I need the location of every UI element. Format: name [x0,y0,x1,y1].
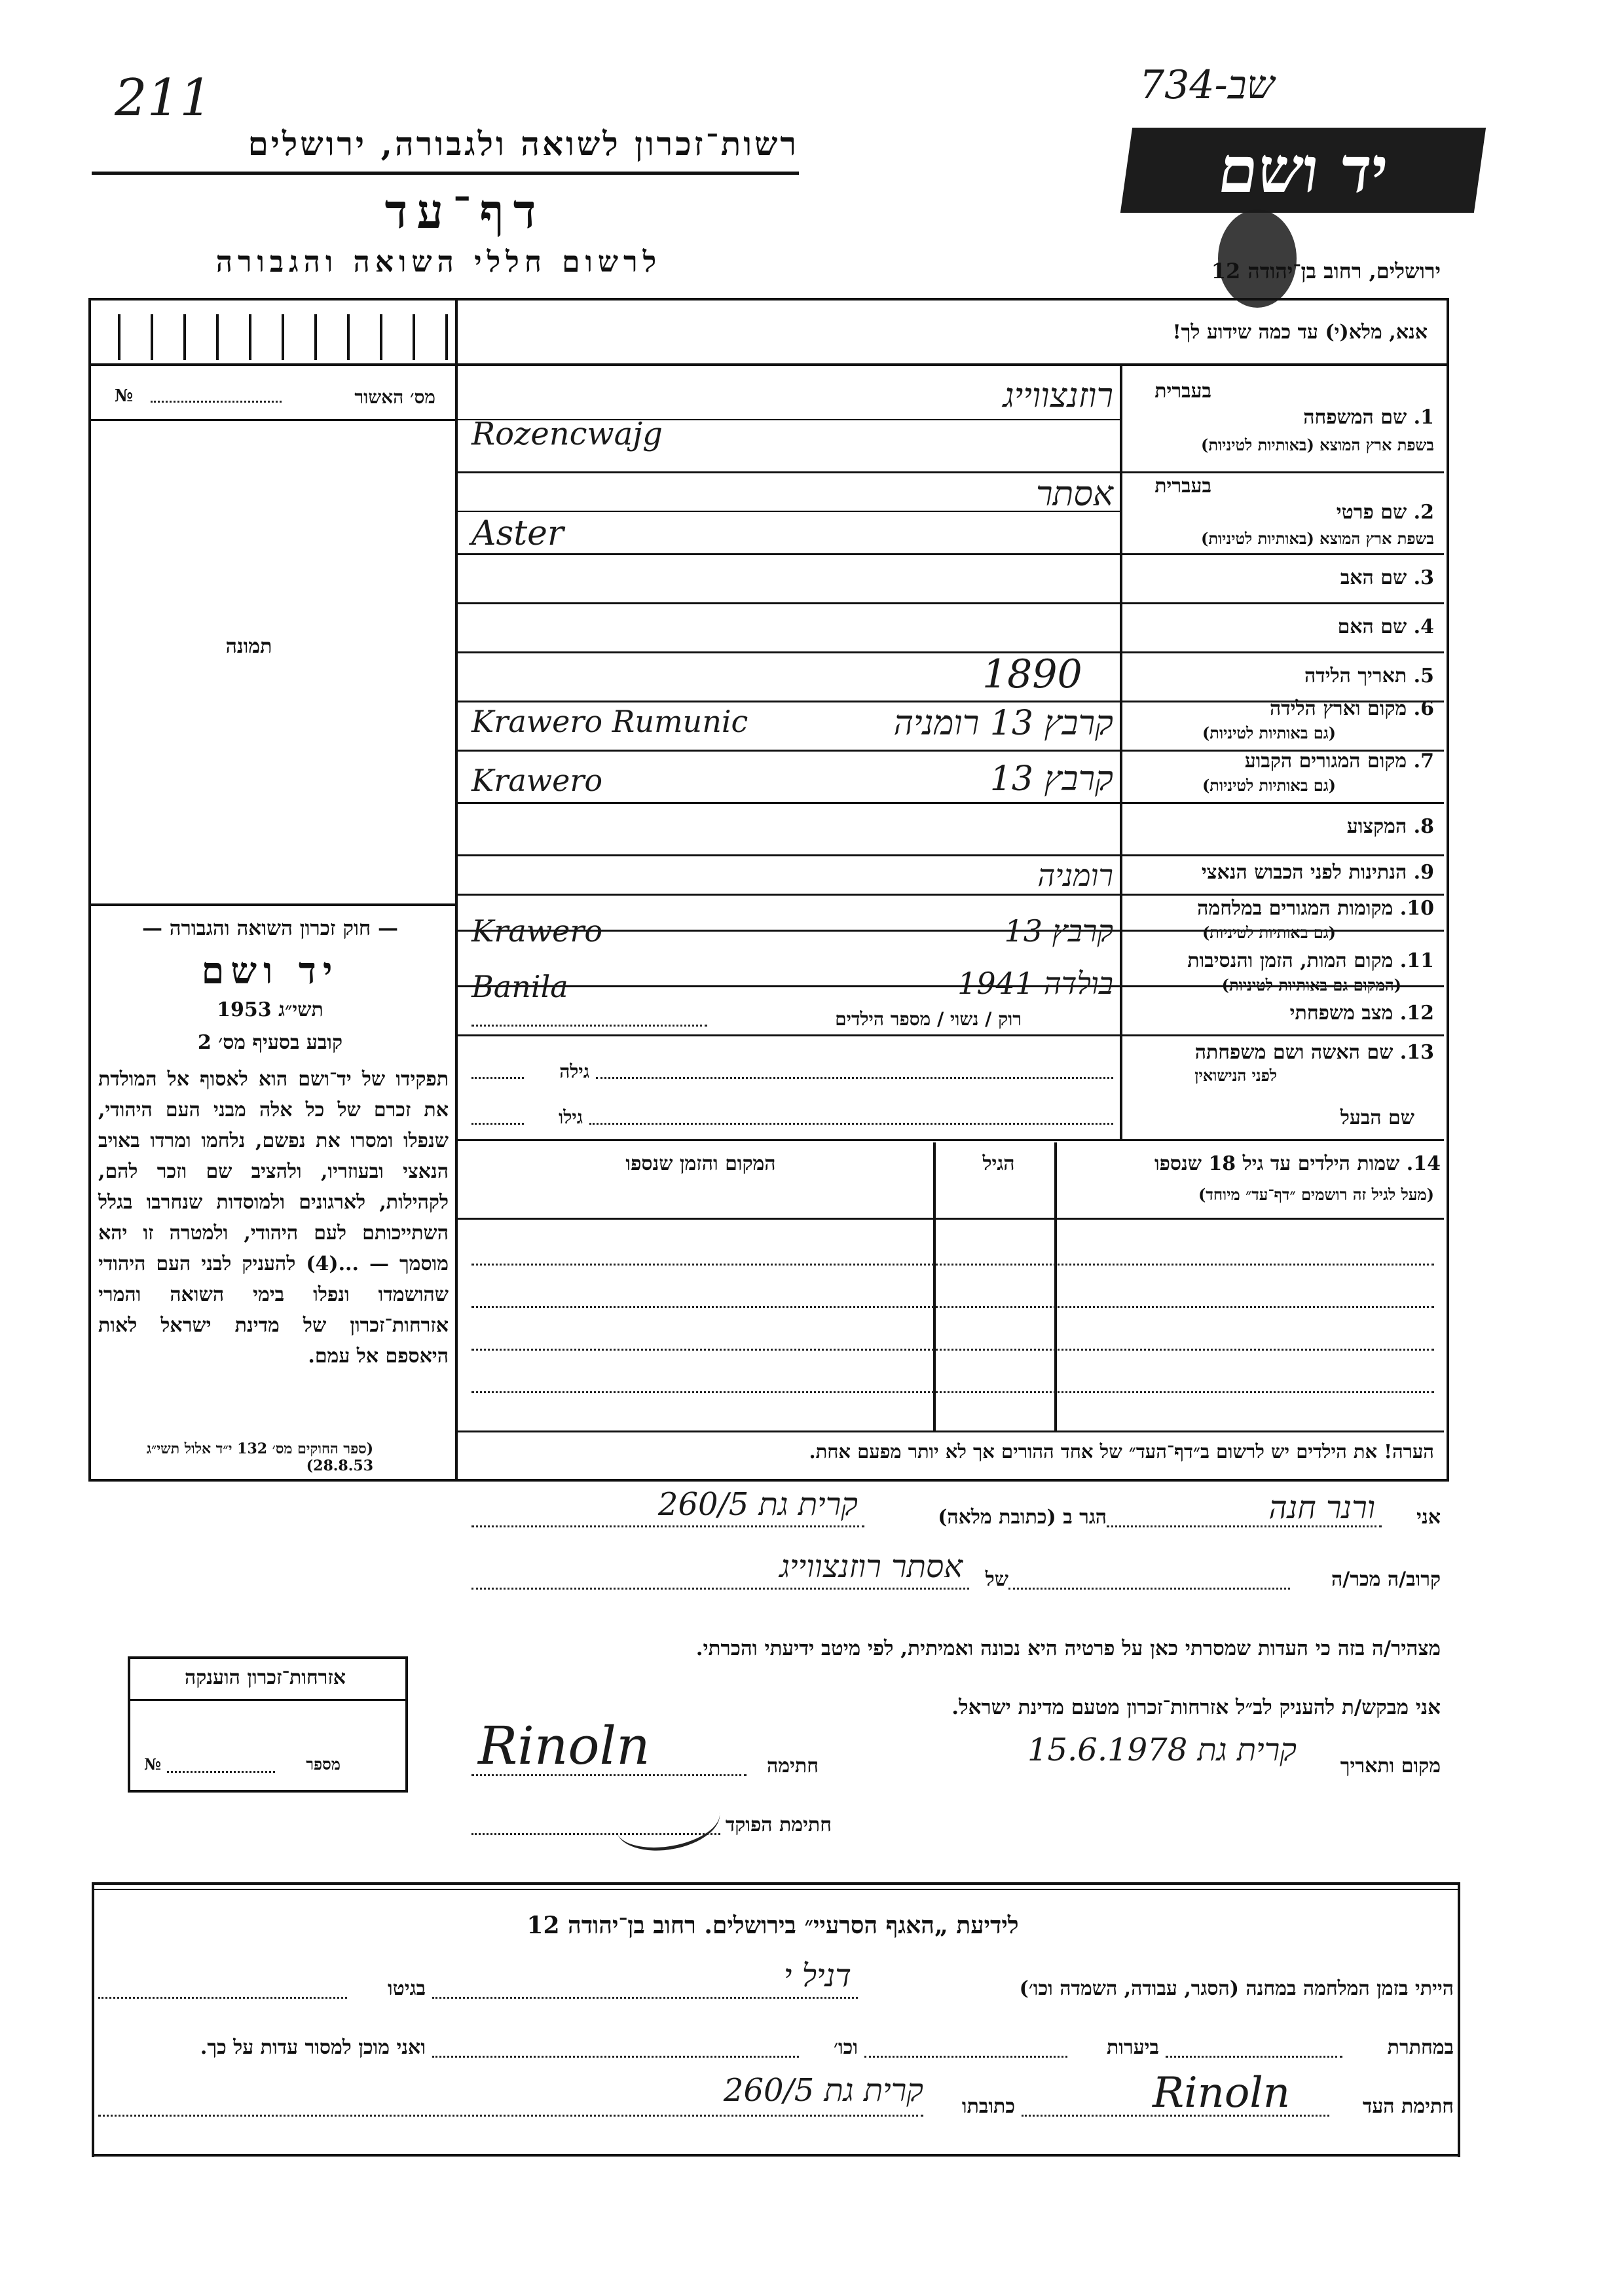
decl-i-label: אני [1416,1506,1441,1529]
husband-label: שם הבעל [1340,1106,1414,1129]
children-bottom [456,1430,1444,1432]
bottom-frame-left [92,1882,94,2157]
decl-of-dots [471,1588,969,1590]
yad-vashem-logo [1120,128,1486,213]
field-2-value-lat[interactable]: Aster [471,514,564,553]
citizenship-number-label: מספר [306,1755,341,1774]
top-strip-bottom [88,363,1447,366]
field-4-label: 4. שם האם [1337,615,1434,638]
row-sep [456,651,1444,653]
field-2-heb-tag: בעברית [1154,475,1211,498]
children-row[interactable] [471,1306,1434,1308]
decl-signature-value[interactable]: Rinoln [478,1715,650,1776]
field-1-value-heb[interactable]: רוזנצווייג [1003,376,1113,416]
field-9-label: 9. הנתינות לפני הכבוש הנאצי [1201,861,1434,884]
husband-name-field[interactable] [589,1123,1113,1125]
bottom-frame-bottom [92,2154,1460,2157]
field-11-value-heb[interactable]: בולדה 1941 [957,966,1113,1001]
children-header-bottom [456,1218,1444,1220]
bottom-witness-sig-label: חתימת העד [1362,2095,1454,2118]
bottom-line1-value[interactable]: דניל י [783,1958,851,1994]
field-5-value[interactable]: 1890 [982,651,1082,697]
citizenship-title: אזרחות־זכרון הוענקה [184,1666,346,1689]
row-sep [456,854,1444,856]
field-12-dots [471,1025,707,1027]
left-column-divider [455,298,458,1480]
form-title: דף־עד [384,183,545,239]
field-13-age-label: גילה [559,1061,589,1082]
authority-underline [92,172,799,175]
children-col-divider-2 [1054,1142,1057,1430]
bottom-forests-label: ביערות [1106,2036,1159,2059]
field-11-label: 11. מקום המות, הזמן והנסיבות [1187,949,1434,972]
decl-living-value[interactable]: קרית גת 260/5 [657,1486,858,1523]
bottom-heading: לידיעת „האגף הסרעיי״ בירושלים. רחוב בן־יהודה 12 [526,1912,1019,1939]
field-7-value-heb[interactable]: קרבץ 13 [989,759,1113,799]
tick-boxes [92,308,458,363]
official-scribble [612,1785,724,1858]
authority-line: רשות־זכרון לשואה ולגבורה, ירושלים [248,124,799,163]
field-6-label: 6. מקום וארץ הלידה [1269,697,1434,720]
bottom-forests-dots[interactable] [864,2056,1067,2058]
bottom-underground-dots[interactable] [1166,2056,1342,2058]
husband-age-label: גילו [559,1106,583,1128]
field-12-options[interactable]: רוק / נשוי / מספר הילדים [835,1008,1022,1030]
bottom-address-dots [98,2115,923,2117]
bottom-underground-label: במחתרת [1387,2036,1454,2059]
field-1-sub: בשפת ארץ המוצא (באותיות לטיניות) [1201,435,1434,454]
field-2-value-heb[interactable]: אסתר [1035,475,1113,514]
remark: הערה! את הילדים יש לרשום ב״דף־העד״ של אחד ההורים אך לא יותר מפעם אחת. [809,1440,1434,1463]
field-9-value[interactable]: רומניה [1037,858,1113,893]
citizenship-title-underline [130,1699,405,1701]
top-note: אנא, מלא(י) עד כמה שידוע לך! [1172,321,1428,344]
bottom-etc-dots[interactable] [432,2056,799,2058]
field-13-label: 13. שם האשה ושם משפחתה [1194,1041,1434,1064]
citizenship-number-field[interactable] [167,1771,275,1773]
field-10-sub: (גם באותיות לטיניות) [1202,923,1336,942]
bottom-frame-right [1458,1882,1460,2157]
children-row[interactable] [471,1264,1434,1266]
law-clause: קובע בסעיף מס׳ 2 [197,1031,343,1054]
field-11-value-lat[interactable]: Banila [471,969,568,1004]
decl-statement: מצהיר/ה בזה כי העדות שמסרתי כאן על פרטיה היא נכונה ואמיתית, לפי מיטב ידיעתי והכרתי. [695,1637,1441,1660]
decl-i-dots [1107,1525,1382,1527]
row-sep [456,1034,1444,1036]
row-sep [456,553,1444,555]
field-13-age-field[interactable] [471,1077,524,1079]
bottom-sep-1 [92,1882,1460,1885]
law-source: (ספר החוקים מס׳ 132 י״ד אלול תשי״ג 28.8.53) [146,1440,373,1474]
form-subtitle: לרשום חללי השואה והגבורה [215,246,662,279]
field-6-value-heb[interactable]: קרבץ 13 רומניה [893,704,1113,743]
bottom-sep-2 [92,1889,1460,1890]
bottom-address-value[interactable]: קרית גת 260/5 [723,2072,923,2109]
decl-signature-dots [471,1774,747,1776]
field-2-label: 2. שם פרטי [1336,501,1434,524]
field-6-sub: (גם באותיות לטיניות) [1202,723,1336,742]
field-6-value-lat[interactable]: Krawero Rumunic [471,704,748,739]
bottom-address-label: כתובתו [961,2095,1015,2118]
photo-box-top [88,419,456,421]
field-8-label: 8. המקצוע [1346,815,1434,838]
field-5-label: 5. תאריך הלידה [1304,665,1434,687]
row-sep [456,894,1444,896]
field-7-sub: (גם באותיות לטיניות) [1202,776,1336,795]
decl-request: אני מבקש/ת להעניק לב״ל אזרחות־זכרון מטעם מדינת ישראל. [951,1696,1441,1719]
bottom-witness-sig-value[interactable]: Rinoln [1153,2069,1291,2117]
field-2-sub: בשפת ארץ המוצא (באותיות לטיניות) [1201,529,1434,548]
law-heading: — חוק זכרון השואה והגבורה — [141,917,399,940]
decl-of-value[interactable]: אסתר רוזנצווייג [779,1548,963,1585]
decl-place-date-label: מקום ותאריך [1340,1755,1441,1777]
bottom-ready-label: ואני מוכן למסור עדות על כך. [200,2036,426,2059]
law-body: תפקידו של יד־ושם הוא לאסוף אל המולדת את זכרם של כל אלה מבני העם היהודי, שנפלו ומסרו את נפשם, נלחמו ומרדו באויב הנאצי ובעוזריו, ולהציב שם וזכר להם, לקהילות, לארגונים ולמוסדות שנחרבו בגלל השתייכותם לעם היהודי, ולמטרה זו יהא מוסמך — ...(4) להעניק לבני העם היהודי שהושמדו ונפלו בימי השואה והמרי אזרחות־זכרון של מדינת ישראל לאות היאספם אל עמם. [98,1068,449,1368]
handwritten-number: 211 [115,69,212,128]
decl-relative-label: קרוב/ה מכר/ה [1331,1568,1441,1591]
field-11-sub: (המקום גם באותיות לטיניות) [1221,975,1401,994]
decl-relative-dots[interactable] [1008,1588,1290,1590]
confirm-number-field[interactable] [151,401,282,403]
row-sep [456,602,1444,604]
field-7-value-lat[interactable]: Krawero [471,763,603,798]
bottom-line1-dots [432,1997,858,1999]
field-10-value-heb[interactable]: קרבץ 13 [1004,913,1113,949]
bottom-line1-label: הייתי בזמן המלחמה במחנה (הסגר, עבודה, השמדה וכו׳) [1019,1977,1454,2000]
row-sep [456,1139,1444,1141]
photo-box-bottom [88,903,456,906]
logo-text: יד ושם [1213,133,1393,207]
children-row[interactable] [471,1349,1434,1351]
children-label: 14. שמות הילדים עד גיל 18 שנספו [1154,1152,1441,1175]
children-col-place: המקום והזמן שנספו [625,1152,776,1175]
confirm-no-symbol: № [115,386,134,406]
file-number: 734-שב [1139,62,1275,108]
bottom-etc-label: וכו׳ [834,2036,858,2059]
field-7-label: 7. מקום המגורים הקבוע [1244,750,1434,773]
decl-i-value[interactable]: ורנר חנה [1268,1489,1375,1526]
row-sep [456,802,1444,804]
decl-signature-label: חתימה [767,1755,819,1777]
confirm-label: מס׳ האשור [354,386,435,408]
field-1-heb-tag: בעברית [1154,380,1211,403]
field-12-label: 12. מצב משפחתי [1289,1002,1434,1025]
field-13-name-field[interactable] [596,1077,1113,1079]
decl-living-label: הגר ב (כתובת מלאה) [938,1506,1107,1529]
citizenship-no-symbol: № [144,1755,162,1774]
decl-living-dots [471,1525,864,1527]
decl-place-date-value[interactable]: קרית גת 15.6.1978 [1027,1732,1297,1768]
husband-age-field[interactable] [471,1123,524,1125]
field-10-value-lat[interactable]: Krawero [471,913,603,949]
field-1-value-lat[interactable]: Rozencwajg [471,416,663,452]
decl-of-label: של [985,1568,1008,1591]
children-sub: (מעל לגיל זה רושמים ״דף־עד״ מיוחד) [1198,1185,1434,1204]
field-1-label: 1. שם המשפחה [1303,406,1434,429]
field-3-label: 3. שם האב [1340,566,1434,589]
field-13-sub: לפני הנישואין [1194,1066,1277,1085]
children-col-age: הגיל [982,1152,1015,1175]
photo-label: תמונה [225,635,272,658]
logo-address: ירושלים, רחוב בן־יהודה 12 [1211,259,1441,283]
law-name: יד ושם [201,949,339,993]
children-col-divider-1 [933,1142,936,1430]
bottom-witness-sig-dots [1022,2115,1329,2117]
law-year: תשי״ג 1953 [217,998,323,1021]
field-10-label: 10. מקומות המגורים במלחמה [1197,897,1434,920]
bottom-ghetto-label: בגיטו [387,1977,426,2000]
decl-official-label: חתימת הפוקד [725,1813,832,1836]
bottom-ghetto-dots[interactable] [98,1997,347,1999]
row-sep [456,471,1444,473]
children-row[interactable] [471,1391,1434,1393]
